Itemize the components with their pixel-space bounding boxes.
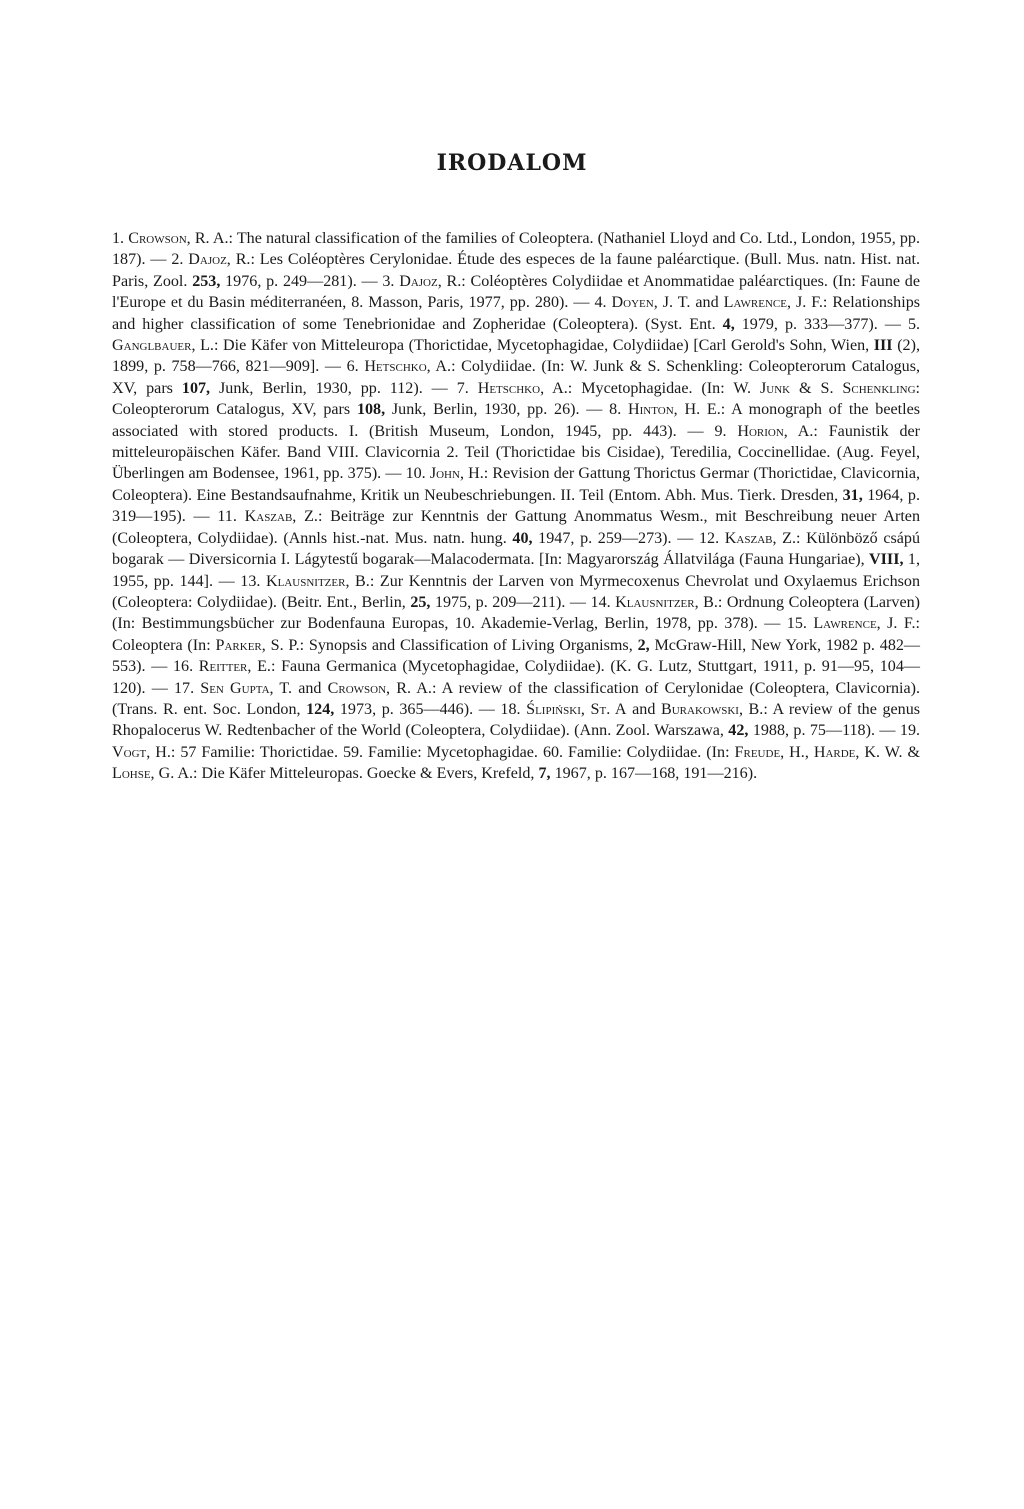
reference-number: 1. (112, 230, 129, 247)
reference-text: : A review of the genus Rhopalocerus W. Redtenbacher of the World (Coleoptera, Colydiidae). (Ann. Zool. Warszawa, (112, 700, 921, 740)
reference-text: : Különböző csápú bogarak — Diversicornia I. Lágytestű bogarak—Malacodermata. [In: Magyarország Állatvilága (Fauna Hungariae), (112, 529, 920, 569)
reference-separator: — (145, 679, 174, 697)
reference-separator: — (319, 358, 347, 376)
reference-text: 1967, p. 167—168, 191—216). (550, 765, 758, 783)
reference-author: Burakowski, B. (660, 700, 764, 718)
reference-author: Dajoz, R. (399, 272, 462, 290)
reference-author: Klausnitzer, B. (266, 572, 370, 590)
reference-number: 17. (173, 679, 201, 697)
reference-list (112, 228, 920, 785)
reference-separator: — (875, 722, 900, 740)
reference-connector: and (626, 700, 661, 718)
reference-text: 1979, p. 333—377). (734, 315, 878, 333)
reference-number: 7. (456, 379, 478, 397)
reference-separator: — (565, 593, 591, 611)
reference-text: 1947, p. 259—273). (532, 529, 672, 547)
reference-text: : A review of the classification of Cerylonidae (Coleoptera, Clavicornia). (Trans. R. ent. Soc. London, (112, 679, 921, 718)
reference-connector: and (690, 294, 724, 312)
reference-text: : Fauna Germanica (Mycetophagidae, Colydiidae). (K. G. Lutz, Stuttgart, 1911, p. 91—95, 104—120). (112, 658, 920, 697)
reference-text: : Relationships and higher classification of some Tenebrionidae and Zopheridae (Coleoptera). (Syst. Ent. (112, 294, 921, 333)
reference-text: : Coleopterorum Catalogus, XV, pars (112, 379, 921, 419)
reference-author: Doyen, J. T. (611, 294, 691, 312)
reference-text: Junk, Berlin, 1930, pp. 112). (210, 379, 423, 397)
reference-author: Lawrence, J. F. (813, 615, 916, 633)
reference-number: 16. (172, 658, 199, 676)
reference-separator: — (356, 272, 383, 290)
page-title: IRODALOM (436, 150, 588, 176)
reference-number: 14. (590, 593, 616, 611)
reference-volume: 124, (306, 700, 335, 718)
reference-number: 3. (382, 272, 400, 290)
reference-space (173, 380, 182, 397)
reference-text: : Mycetophagidae. (In: W. (567, 379, 752, 397)
reference-number: 8. (609, 401, 629, 419)
reference-author: Hetschko, A. (477, 379, 568, 397)
reference-volume: 40, (512, 529, 533, 547)
reference-author: Sen Gupta, T. (200, 679, 293, 697)
reference-text: : Colydiidae. (In: W. Junk & S. Schenkling: Coleopterorum Catalogus, XV, pars (112, 358, 921, 397)
reference-number: 19. (899, 722, 921, 740)
reference-text: 1973, p. 365—446). (334, 700, 474, 718)
reference-text: : Die Käfer von Mitteleuropa (Thorictidae, Mycetophagidae, Colydiidae) [Carl Gerold's Sohn, Wien, (213, 337, 870, 355)
reference-author: Hinton, H. E. (628, 401, 721, 419)
reference-separator: — (213, 572, 241, 590)
reference-author: Dajoz, R. (188, 251, 251, 269)
reference-separator: — (671, 529, 699, 547)
reference-separator: — (676, 422, 715, 440)
reference-text: : Beiträge zur Kenntnis der Gattung Anommatus Wesm., mit Beschreibung neuer Arten (Coleoptera, Colydiidae). (Annls hist.-nat. Mus. natn. hung. (112, 508, 920, 547)
reference-author: Kaszab, Z. (724, 529, 797, 547)
reference-space (751, 380, 760, 397)
reference-author: Ślipiński, St. A (526, 700, 627, 718)
reference-separator: — (877, 315, 908, 333)
reference-text: : Les Coléoptères Cerylonidae. Étude des especes de la faune paléarctique. (Bull. Mus. natn. Hist. nat. Paris, Zool. (112, 251, 920, 290)
reference-space (716, 316, 723, 333)
reference-text: 1975, p. 209—211). (430, 593, 566, 611)
reference-author: Ganglbauer, L. (112, 337, 214, 355)
reference-author: Klausnitzer, B. (615, 593, 718, 611)
reference-text: : Die Käfer Mitteleuropas. Goecke & Evers, Krefeld, (193, 765, 535, 783)
reference-text: 1988, p. 75—118). (748, 722, 875, 740)
reference-author: Reitter, E. (198, 658, 271, 676)
reference-author: Hetschko, A. (364, 358, 452, 376)
reference-volume: 42, (728, 722, 749, 740)
reference-text: : The natural classification of the families of Coleoptera. (Nathaniel Lloyd and Co. Ltd., London, 1955, pp. 187). (112, 230, 920, 269)
reference-volume: VIII, (869, 551, 904, 569)
reference-number: 15. (786, 615, 814, 633)
reference-separator: — (145, 251, 172, 269)
reference-text: : Coleoptera (In: (112, 615, 921, 654)
reference-number: 11. (217, 508, 245, 526)
reference-text: 1976, p. 249—281). (220, 272, 357, 290)
reference-volume: 253, (192, 272, 221, 290)
reference-volume: 31, (842, 486, 863, 504)
reference-number: 13. (240, 572, 266, 590)
reference-number: 18. (500, 700, 527, 718)
reference-text: : Ordnung Coleoptera (Larven) (In: Bestimmungsbücher zur Bodenfauna Europas, 10. Akademie-Verlag, Berlin, 1978, pp. 378). (112, 593, 920, 633)
reference-number: 10. (405, 465, 430, 483)
reference-author: Freude, H., Harde, K. W. & Lohse, G. A. (112, 743, 920, 783)
reference-separator: — (145, 658, 173, 676)
reference-text: : Zur Kenntnis der Larven von Myrmecoxenus Chevrolat und Oxylaemus Erichson (Coleoptera: Colydiidae). (Beitr. Ent., Berlin, (112, 572, 920, 611)
reference-number: 6. (346, 358, 365, 376)
reference-author: Parker, S. P. (215, 636, 300, 654)
reference-separator: — (579, 401, 610, 419)
reference-volume: 108, (356, 401, 386, 419)
reference-text: McGraw-Hill, New York, 1982 p. 482—553). (112, 636, 921, 676)
reference-text: (2), 1899, p. 758—766, 821—909]. (112, 337, 920, 376)
reference-text: : Faunistik der mitteleuropäischen Käfer. Band VIII. Clavicornia 2. Teil (Thorictidae bis Cisidae), Teredilia, Coccinellidae. (Aug. Feyel, Überlingen am Bodensee, 1961, pp. 375). (112, 422, 921, 483)
reference-separator: — (568, 294, 595, 312)
reference-text: : Revision der Gattung Thorictus Germar (Thorictidae, Clavicornia, Coleoptera). Eine Bestandsaufnahme, Kritik un Neubeschriebungen. II. Teil (Entom. Abh. Mus. Tierk. Dresden, (112, 465, 921, 504)
reference-author: Kaszab, Z. (244, 508, 318, 526)
reference-separator: — (473, 700, 501, 718)
reference-author: Vogt, H. (112, 743, 171, 761)
reference-text: : A monograph of the beetles associated with stored products. I. (British Museum, London, 1945, pp. 443). (112, 401, 920, 440)
reference-text: 1964, p. 319—195). (112, 486, 920, 526)
reference-volume: III (873, 337, 893, 355)
reference-author: John, H. (429, 465, 484, 483)
reference-volume: 4, (722, 315, 735, 333)
reference-separator: — (422, 379, 457, 397)
reference-number: 9. (714, 422, 738, 440)
reference-author: Junk & S. Schenkling (760, 379, 916, 397)
reference-text: 1, 1955, pp. 144]. (112, 551, 920, 590)
reference-separator: — (757, 615, 787, 633)
reference-number: 12. (699, 529, 725, 547)
reference-number: 2. (171, 251, 189, 269)
reference-text: : Coléoptères Colydiidae et Anommatidae paléarctiques. (In: Faune de l'Europe et du Basin méditerranéen, 8. Masson, Paris, 1977, pp. 280). (112, 272, 920, 312)
reference-number: 5. (907, 315, 921, 333)
reference-text: : Synopsis and Classification of Living Organisms, (299, 636, 633, 654)
reference-text: : 57 Familie: Thorictidae. 59. Familie: Mycetophagidae. 60. Familie: Colydiidae. (In: (170, 743, 730, 761)
reference-number: 4. (594, 294, 612, 312)
reference-author: Crowson, R. A. (128, 230, 229, 247)
reference-separator: — (185, 508, 218, 526)
reference-volume: 107, (181, 379, 211, 397)
reference-space (350, 401, 357, 418)
reference-connector: and (292, 679, 328, 697)
reference-volume: 25, (410, 593, 431, 611)
reference-author: Horion, A. (737, 422, 814, 440)
reference-volume: 7, (538, 765, 551, 783)
reference-author: Crowson, R. A. (327, 679, 432, 697)
reference-separator: — (381, 465, 406, 483)
reference-volume: 2, (637, 636, 650, 654)
reference-author: Lawrence, J. F. (723, 294, 823, 312)
reference-text: Junk, Berlin, 1930, pp. 26). (385, 401, 580, 419)
